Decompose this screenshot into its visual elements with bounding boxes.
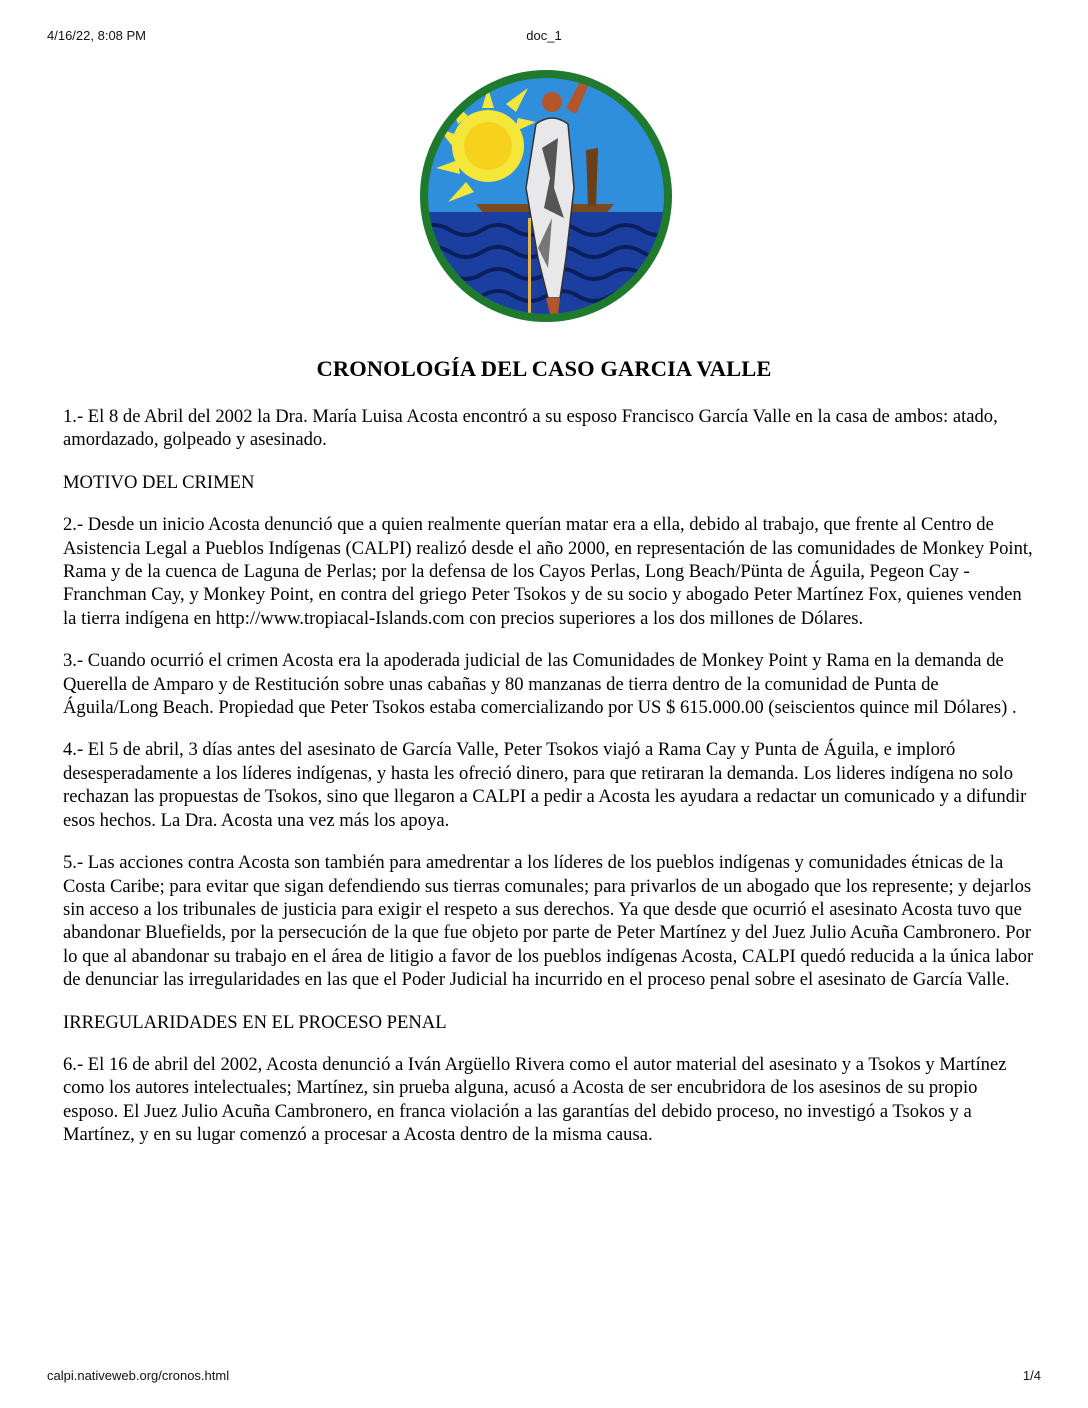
lady-justice-sea-logo — [418, 68, 674, 324]
paragraph-3: 3.- Cuando ocurrió el crimen Acosta era la apoderada judicial de las Comunidades de Monkey Point y Rama en la demanda de Querella de Amparo y de Restitución sobre unas cabañas y 80 manzanas de tierra dentro de la comunidad de Punta de Águila/Long Beach. Propiedad que Peter Tsokos estaba comercializando por US $ 615.000.00 (seiscientos quince mil Dólares) . — [63, 650, 1017, 719]
print-datetime: 4/16/22, 8:08 PM — [47, 28, 147, 43]
document-title: CRONOLOGÍA DEL CASO GARCIA VALLE — [316, 356, 772, 381]
logo-image — [418, 68, 674, 324]
paragraph-1: 1.- El 8 de Abril del 2002 la Dra. María Luisa Acosta encontró a su esposo Francisco García Valle en la casa de ambos: atado, amordazado, golpeado y asesinado. — [63, 406, 998, 451]
section-heading-irregularidades: IRREGULARIDADES EN EL PROCESO PENAL — [63, 1011, 447, 1033]
paragraph-2: 2.- Desde un inicio Acosta denunció que a quien realmente querían matar era a ella, debido al trabajo, que frente al Centro de Asistencia Legal a Pueblos Indígenas (CALPI) realizó desde el año 2000, en representación de las comunidades de Monkey Point, Rama y de la cuenca de Laguna de Perlas; por la defensa de los Cayos Perlas, Long Beach/Pünta de Águila, Pegeon Cay - Franchman Cay, y Monkey Point, en contra del griego Peter Tsokos y de su socio y abogado Peter Martínez Fox, quienes venden la tierra indígena en http://www.tropiacal-Islands.com con precios superiores a los dos millones de Dólares. — [63, 514, 1033, 629]
section-heading-motivo: MOTIVO DEL CRIMEN — [63, 471, 255, 493]
print-url: calpi.nativeweb.org/cronos.html — [47, 1368, 230, 1383]
print-doc-title: doc_1 — [526, 28, 562, 43]
paragraph-4: 4.- El 5 de abril, 3 días antes del asesinato de García Valle, Peter Tsokos viajó a Rama Cay y Punta de Águila, e imploró desesperadamente a los líderes indígenas, y hasta les ofreció dinero, para que retiraran la demanda. Los lideres indígena no solo rechazan las propuestas de Tsokos, sino que llegaron a CALPI a pedir a Acosta les ayudara a redactar un comunicado y a difundir esos hechos. La Dra. Acosta una vez más los apoya. — [63, 739, 1027, 831]
print-page-number: 1/4 — [1022, 1368, 1041, 1383]
document-body — [63, 405, 1035, 1166]
paragraph-5: 5.- Las acciones contra Acosta son también para amedrentar a los líderes de los pueblos indígenas y comunidades étnicas de la Costa Caribe; para evitar que sigan defendiendo sus tierras comunales; para privarlos de un abogado que los represente; y dejarlos sin acceso a los tribunales de justicia para exigir el respeto a sus derechos. Ya que desde que ocurrió el asesinato Acosta tuvo que abandonar Bluefields, por la persecución de la que fue objeto por parte de Peter Martínez y del Juez Julio Acuña Cambronero. Por lo que al abandonar su trabajo en el área de litigio a favor de los pueblos indígenas Acosta, CALPI quedó reducida a la única labor de denunciar las irregularidades en las que el Poder Judicial ha incurrido en el proceso penal sobre el asesinato de García Valle. — [63, 852, 1034, 991]
paragraph-6: 6.- El 16 de abril del 2002, Acosta denunció a Iván Argüello Rivera como el autor material del asesinato y a Tsokos y Martínez como los autores intelectuales; Martínez, sin prueba alguna, acusó a Acosta de ser encubridora de los asesinos de su propio esposo. El Juez Julio Acuña Cambronero, en franca violación a las garantías del debido proceso, no investigó a Tsokos y a Martínez, y en su lugar comenzó a procesar a Acosta dentro de la misma causa. — [63, 1053, 1007, 1146]
